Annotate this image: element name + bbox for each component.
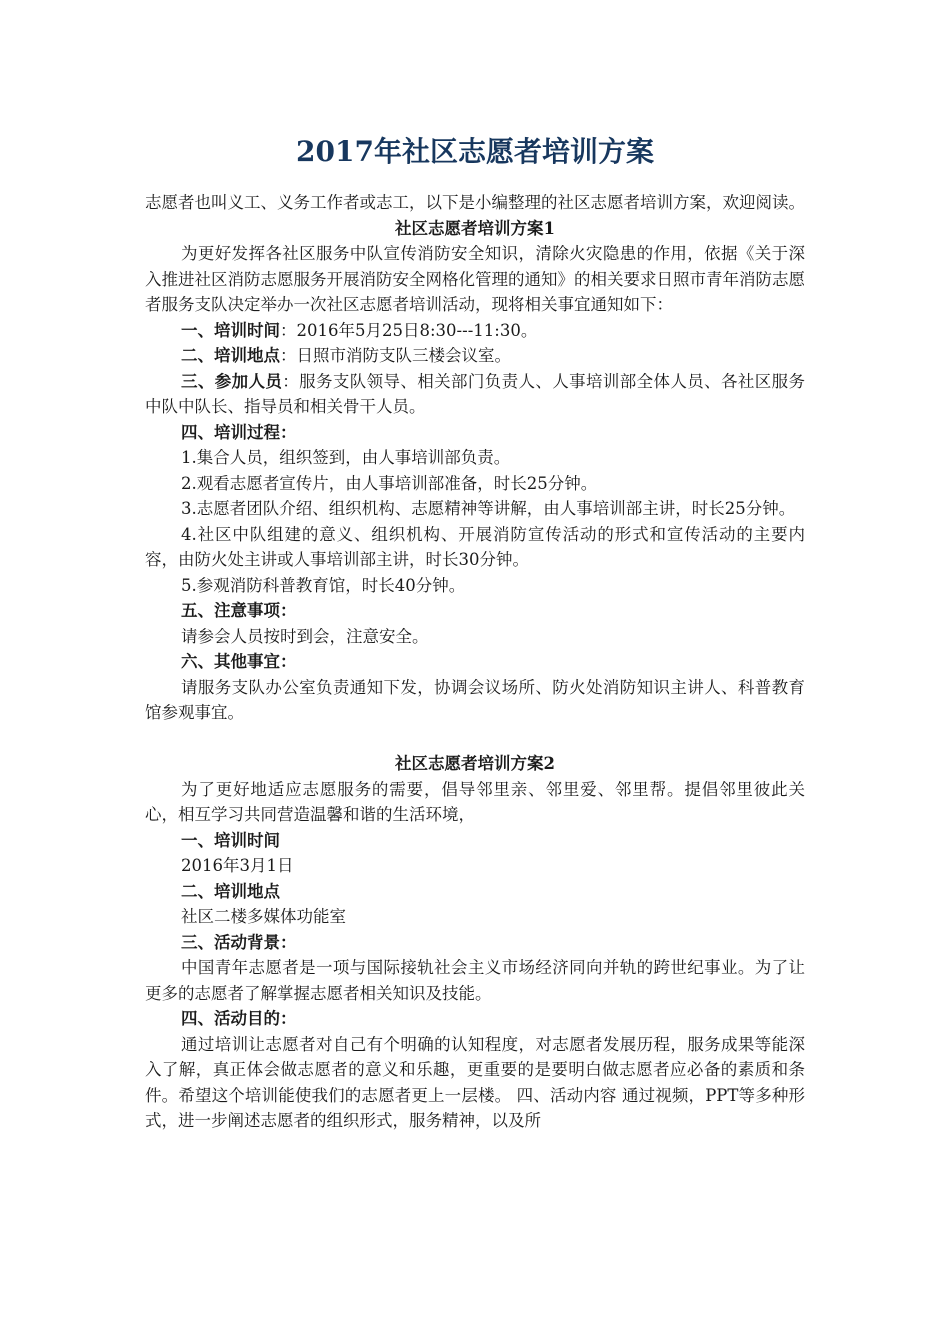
- plan2-background-label: 三、活动背景：: [181, 932, 297, 952]
- plan2-purpose-value: 通过培训让志愿者对自己有个明确的认知程度，对志愿者发展历程，服务成果等能深入了解，真正体会做志愿者的意义和乐趣，更重要的是要明白做志愿者应必备的素质和条件。希望这个培训能使我们的志愿者更上一层楼。 四、活动内容 通过视频，PPT等多种形式，进一步阐述志愿者的组织形式，服务精神，以及所: [145, 1034, 805, 1130]
- plan1-step-2: 2.观看志愿者宣传片，由人事培训部准备，时长25分钟。: [181, 473, 598, 493]
- plan1-process-label: 四、培训过程：: [181, 422, 297, 442]
- plan1-step-4: 4.社区中队组建的意义、组织机构、开展消防宣传活动的形式和宣传活动的主要内容，由防火处主讲或人事培训部主讲，时长30分钟。: [145, 524, 805, 569]
- plan1-paragraph: 为更好发挥各社区服务中队宣传消防安全知识，清除火灾隐患的作用，依据《关于深入推进社区消防志愿服务开展消防安全网格化管理的通知》的相关要求日照市青年消防志愿者服务支队决定举办一次社区志愿者培训活动，现将相关事宜通知如下：: [145, 244, 805, 314]
- plan1-time: [145, 318, 805, 344]
- plan1-place-value: ：日照市消防支队三楼会议室。: [280, 346, 511, 365]
- plan1-step-1: 1.集合人员，组织签到，由人事培训部负责。: [181, 448, 511, 467]
- plan1-time-value: ：2016年5月25日8:30---11:30。: [280, 320, 538, 340]
- plan1-notice-label: 五、注意事项：: [181, 601, 297, 620]
- plan1-people: [145, 369, 805, 420]
- plan1-people-label: 三、参加人员: [181, 371, 283, 391]
- section-spacer: [145, 726, 805, 752]
- plan2-time-value: 2016年3月1日: [181, 856, 294, 875]
- plan2-paragraph: 为了更好地适应志愿服务的需要，倡导邻里亲、邻里爱、邻里帮。提倡邻里彼此关心，相互学习共同营造温馨和谐的生活环境，: [145, 779, 805, 824]
- plan1-people-value: ：服务支队领导、相关部门负责人、人事培训部全体人员、各社区服务中队中队长、指导员和相关骨干人员。: [145, 371, 805, 416]
- plan1-place-label: 二、培训地点: [181, 346, 280, 365]
- plan1-time-label: 一、培训时间: [181, 320, 280, 340]
- plan2-purpose-label: 四、活动目的：: [181, 1009, 297, 1028]
- plan2-heading: 社区志愿者培训方案2: [395, 754, 555, 773]
- plan2-background-value: 中国青年志愿者是一项与国际接轨社会主义市场经济同向并轨的跨世纪事业。为了让更多的志愿者了解掌握志愿者相关知识及技能。: [145, 958, 805, 1003]
- plan1-place: [145, 343, 805, 369]
- plan1-notice-value: 请参会人员按时到会，注意安全。: [181, 626, 429, 646]
- plan2-time-label: 一、培训时间: [181, 830, 280, 850]
- plan2-place-value: 社区二楼多媒体功能室: [181, 907, 346, 926]
- plan2-place-label: 二、培训地点: [181, 881, 280, 901]
- plan1-step-3: 3.志愿者团队介绍、组织机构、志愿精神等讲解，由人事培训部主讲，时长25分钟。: [181, 499, 796, 518]
- plan1-step-5: 5.参观消防科普教育馆，时长40分钟。: [181, 575, 466, 595]
- plan1-other-value: 请服务支队办公室负责通知下发，协调会议场所、防火处消防知识主讲人、科普教育馆参观事宜。: [145, 677, 805, 722]
- plan1-other-label: 六、其他事宜：: [181, 652, 297, 671]
- document-title: 2017年社区志愿者培训方案: [296, 135, 654, 168]
- intro-paragraph: 志愿者也叫义工、义务工作者或志工，以下是小编整理的社区志愿者培训方案，欢迎阅读。: [145, 193, 805, 212]
- document-page: [145, 0, 805, 1134]
- plan1-heading: 社区志愿者培训方案1: [395, 218, 555, 238]
